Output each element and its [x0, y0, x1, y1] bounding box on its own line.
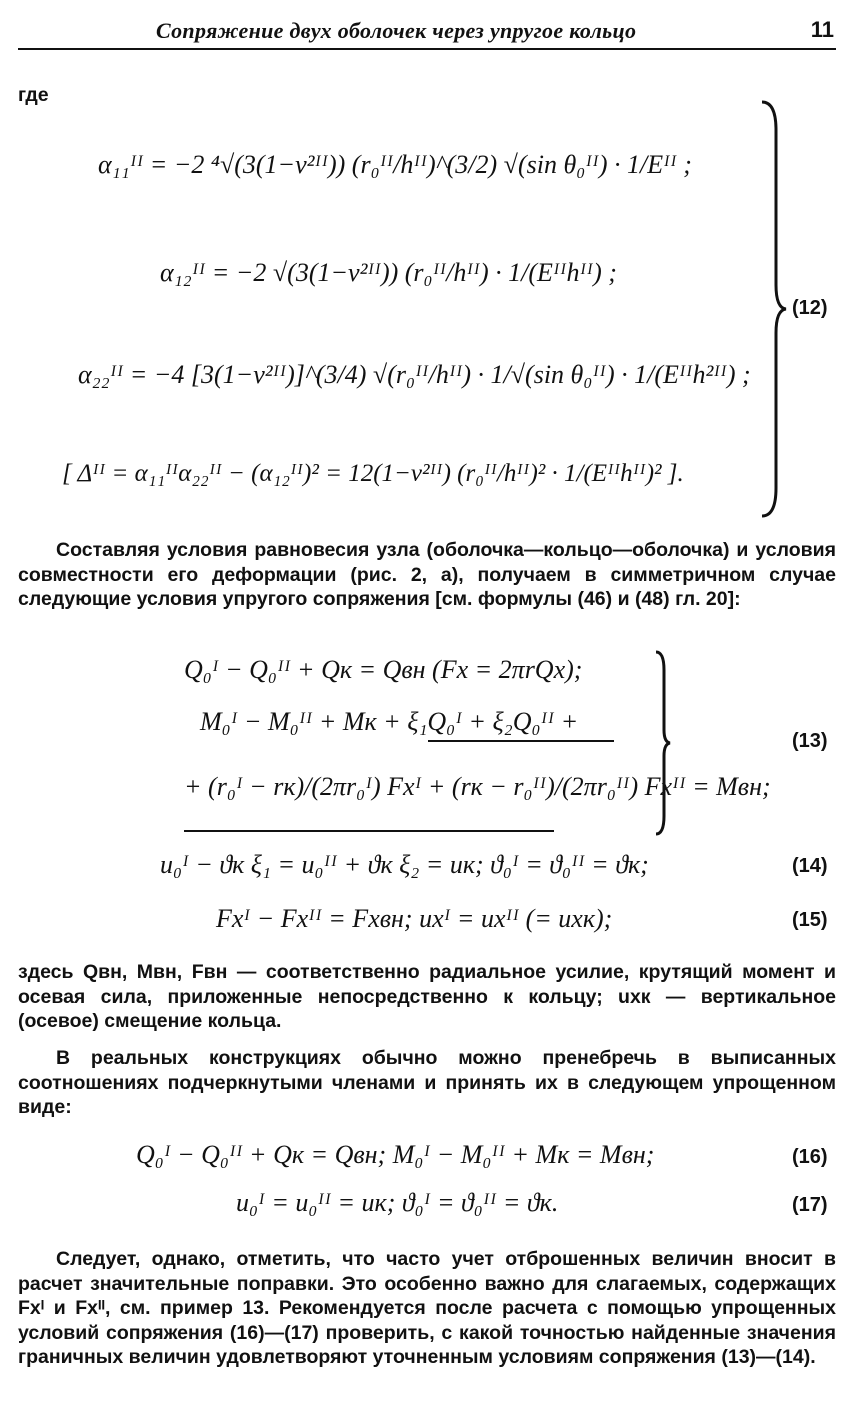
equation-alpha12: α₁₂ᴵᴵ = −2 √(3(1−ν²ᴵᴵ)) (r₀ᴵᴵ/hᴵᴵ) · 1/(Eᴵᴵhᴵᴵ) ; [160, 258, 617, 287]
equation-number-16: (16) [792, 1146, 828, 1168]
equation-alpha11: α₁₁ᴵᴵ = −2 ⁴√(3(1−ν²ᴵᴵ)) (r₀ᴵᴵ/hᴵᴵ)^(3/2) √(sin θ₀ᴵᴵ) · 1/Eᴵᴵ ; [98, 150, 692, 179]
equation-15: Fxᴵ − Fxᴵᴵ = Fxвн; uxᴵ = uxᴵᴵ (= uxк); [216, 904, 613, 933]
equation-number-12: (12) [792, 297, 828, 319]
paragraph-simplification: В реальных конструкциях обычно можно пренебречь в выписанных соотношениях подчеркнутыми членами и принять их в следующем упрощенном виде: [18, 1047, 836, 1118]
equation-number-14: (14) [792, 855, 828, 877]
right-brace-12 [758, 100, 788, 518]
equation-13-line2: M₀ᴵ − M₀ᴵᴵ + Mк + ξ₁Q₀ᴵ + ξ₂Q₀ᴵᴵ + [200, 707, 579, 736]
right-brace-13 [652, 650, 672, 836]
running-title: Сопряжение двух оболочек через упругое кольцо [156, 18, 637, 43]
equation-alpha22: α₂₂ᴵᴵ = −4 [3(1−ν²ᴵᴵ)]^(3/4) √(r₀ᴵᴵ/hᴵᴵ) · 1/√(sin θ₀ᴵᴵ) · 1/(Eᴵᴵh²ᴵᴵ) ; [78, 360, 751, 389]
underline-13-line3 [184, 830, 554, 832]
equation-delta: [ Δᴵᴵ = α₁₁ᴵᴵα₂₂ᴵᴵ − (α₁₂ᴵᴵ)² = 12(1−ν²ᴵᴵ) (r₀ᴵᴵ/hᴵᴵ)² · 1/(Eᴵᴵhᴵᴵ)² ]. [62, 460, 684, 487]
equation-14: u₀ᴵ − ϑк ξ₁ = u₀ᴵᴵ + ϑк ξ₂ = uк; ϑ₀ᴵ = ϑ₀ᴵᴵ = ϑк; [160, 850, 649, 879]
paragraph-notation: здесь Qвн, Mвн, Fвн — соответственно радиальное усилие, крутящий момент и осевая сила, приложенные непосредственно к кольцу; uxк — вертикальное (осевое) смещение кольца. [18, 961, 836, 1032]
paragraph-remark: Следует, однако, отметить, что часто учет отброшенных величин вносит в расчет значительные поправки. Это особенно важно для слагаемых, содержащих Fxᴵ и Fxᴵᴵ, см. пример 13. Рекомендуется после расчета с помощью упрощенных условий сопряжения (16)—(17) проверить, с какой точностью найденные значения граничных величин удовлетворяют уточненным условиям сопряжения (13)—(14). [18, 1248, 836, 1368]
equation-16: Q₀ᴵ − Q₀ᴵᴵ + Qк = Qвн; M₀ᴵ − M₀ᴵᴵ + Mк = Mвн; [136, 1140, 655, 1169]
equation-number-15: (15) [792, 909, 828, 931]
equation-13-line1: Q₀ᴵ − Q₀ᴵᴵ + Qк = Qвн (Fx = 2πrQx); [184, 655, 583, 684]
equation-number-17: (17) [792, 1194, 828, 1216]
underline-13-line2 [428, 740, 614, 742]
equation-number-13: (13) [792, 730, 828, 752]
running-header [18, 12, 836, 50]
equation-13-line3: + (r₀ᴵ − rк)/(2πr₀ᴵ) Fxᴵ + (rк − r₀ᴵᴵ)/(2πr₀ᴵᴵ) Fxᴵᴵ = Mвн; [184, 772, 771, 801]
intro-word: где [18, 84, 49, 106]
paragraph-equilibrium: Составляя условия равновесия узла (оболочка—кольцо—оболочка) и условия совместности его деформации (рис. 2, а), получаем в симметричном случае следующие условия упругого сопряжения [см. формулы (46) и (48) гл. 20]: [18, 539, 836, 610]
page-number: 11 [810, 17, 834, 42]
equation-17: u₀ᴵ = u₀ᴵᴵ = uк; ϑ₀ᴵ = ϑ₀ᴵᴵ = ϑк. [236, 1188, 559, 1217]
